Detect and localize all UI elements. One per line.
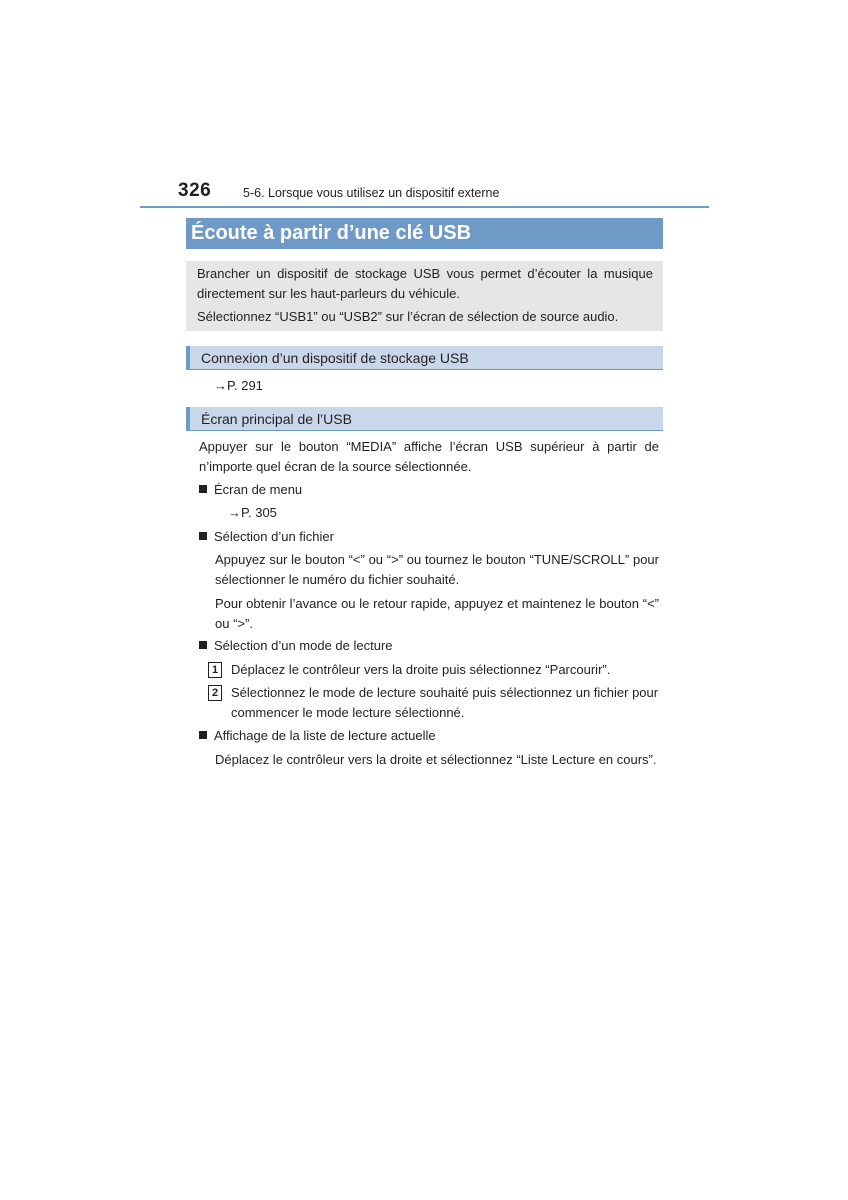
- intro-paragraph-1: Brancher un dispositif de stockage USB vous permet d’écouter la musique directement sur les haut-parleurs du véhicule.: [197, 266, 653, 301]
- file-select-paragraph-1: Appuyez sur le bouton “<” ou “>” ou tournez le bouton “TUNE/SCROLL” pour sélectionner le numéro du fichier souhaité.: [215, 552, 659, 587]
- header-rule: [140, 206, 709, 208]
- square-bullet-icon: [199, 731, 207, 739]
- page-number: 326: [178, 180, 212, 201]
- square-bullet-icon: [199, 641, 207, 649]
- playlist-item: [199, 726, 436, 746]
- connect-page-ref: →P. 291: [214, 378, 263, 393]
- menu-screen-page-ref: →P. 305: [228, 505, 277, 520]
- menu-screen-label: Écran de menu: [214, 482, 303, 497]
- connect-heading: Connexion d’un dispositif de stockage USB: [186, 346, 663, 370]
- step-2-text: Sélectionnez le mode de lecture souhaité puis sélectionnez un fichier pour commencer le mode lecture sélectionné.: [231, 685, 659, 720]
- square-bullet-icon: [199, 532, 207, 540]
- step-number-2: 2: [208, 685, 222, 701]
- play-mode-label: Sélection d’un mode de lecture: [214, 638, 393, 653]
- step-1-text: Déplacez le contrôleur vers la droite puis sélectionnez “Parcourir”.: [231, 662, 611, 677]
- file-select-item: [199, 527, 334, 547]
- menu-screen-item: [199, 480, 302, 500]
- file-select-paragraph-2: Pour obtenir l’avance ou le retour rapide, appuyez et maintenez le bouton “<” ou “>”.: [215, 596, 659, 631]
- main-screen-paragraph: Appuyer sur le bouton “MEDIA” affiche l’écran USB supérieur à partir de n’importe quel écran de la source sélectionnée.: [199, 439, 659, 474]
- main-screen-heading: Écran principal de l’USB: [186, 407, 663, 431]
- play-mode-item: [199, 636, 393, 656]
- file-select-label: Sélection d’un fichier: [214, 529, 334, 544]
- square-bullet-icon: [199, 485, 207, 493]
- playlist-label: Affichage de la liste de lecture actuelle: [214, 728, 436, 743]
- page-title: Écoute à partir d’une clé USB: [186, 218, 663, 249]
- intro-paragraph-2: Sélectionnez “USB1” ou “USB2” sur l’écran de sélection de source audio.: [197, 309, 619, 324]
- playlist-text: Déplacez le contrôleur vers la droite et sélectionnez “Liste Lecture en cours”.: [215, 752, 657, 767]
- step-number-1: 1: [208, 662, 222, 678]
- intro-box: [186, 261, 663, 331]
- section-title: 5-6. Lorsque vous utilisez un dispositif externe: [243, 186, 500, 200]
